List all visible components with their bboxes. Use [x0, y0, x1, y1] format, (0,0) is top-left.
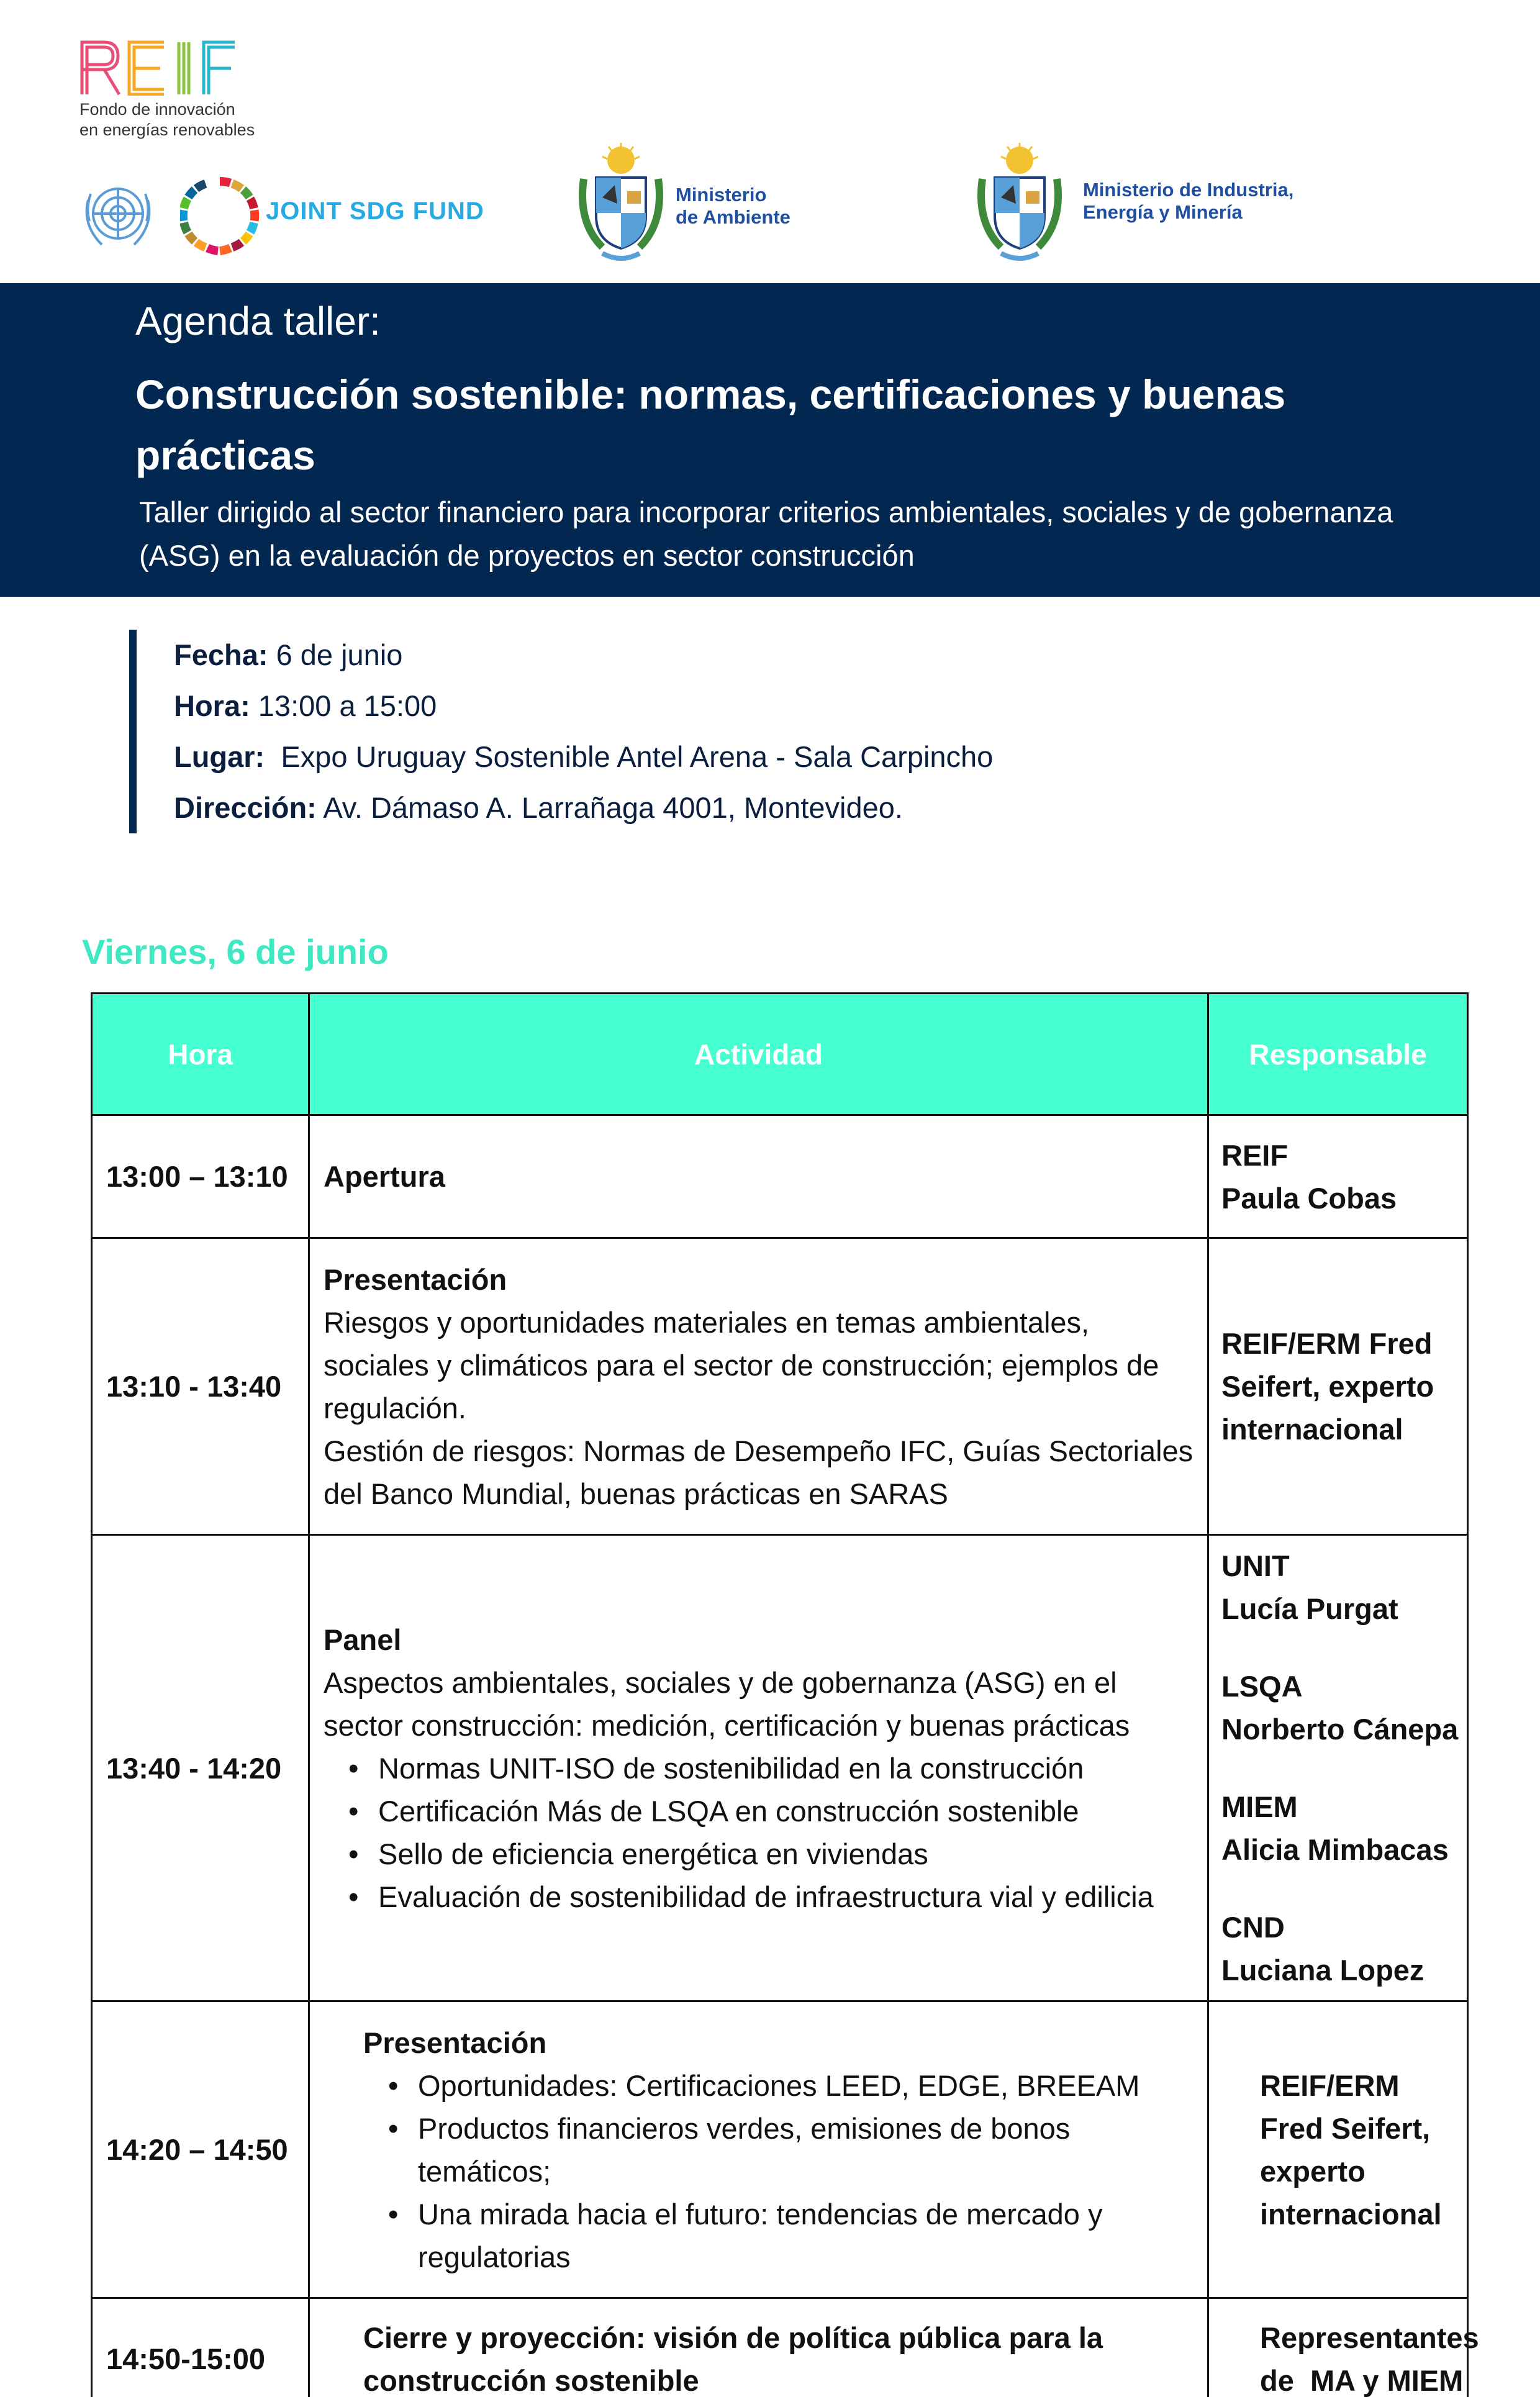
list-item: • Productos financieros verdes, emisiones de bonos temáticos; [388, 2107, 1195, 2193]
row-time: 13:40 - 14:20 [92, 1535, 309, 2001]
info-lugar-value: Expo Uruguay Sostenible Antel Arena - Sala Carpincho [281, 740, 994, 773]
row-responsible [1208, 2001, 1468, 2298]
event-info [129, 630, 993, 833]
responsible-org: LSQA [1221, 1670, 1303, 1703]
ministerio-ambiente-line-1: Ministerio [676, 184, 767, 206]
info-hora [174, 681, 993, 732]
activity-bullets [388, 2064, 1195, 2278]
header-hora: Hora [92, 994, 309, 1115]
joint-sdg-fund-label: JOINT SDG FUND [266, 197, 484, 225]
responsible-org: REIF [1221, 1138, 1289, 1172]
responsible-line: de MA y MIEM [1260, 2363, 1464, 2397]
table-header-row [92, 994, 1468, 1115]
responsible-line: internacional [1260, 2197, 1442, 2231]
table-row [92, 1535, 1468, 2001]
table-row [92, 1238, 1468, 1535]
miem-label [1083, 179, 1293, 224]
responsible-person: Lucía Purgat [1221, 1592, 1398, 1625]
info-direccion [174, 782, 993, 833]
responsible-block [1221, 1544, 1459, 1630]
day-heading: Viernes, 6 de junio [82, 932, 389, 971]
responsible-org: MIEM [1221, 1790, 1298, 1823]
responsible-person: Luciana Lopez [1221, 1954, 1424, 1987]
info-direccion-value: Av. Dámaso A. Larrañaga 4001, Montevideo. [323, 791, 903, 824]
ministerio-ambiente-label [676, 184, 790, 229]
activity-title: Presentación [324, 1262, 507, 1296]
activity-bullets [348, 1747, 1195, 1918]
row-activity [309, 1115, 1208, 1238]
sdg-wheel-icon [180, 176, 260, 256]
info-fecha [174, 630, 993, 681]
row-responsible [1208, 1115, 1468, 1238]
activity-title: Panel [324, 1623, 402, 1656]
row-time: 14:20 – 14:50 [92, 2001, 309, 2298]
activity-title: Apertura [324, 1160, 445, 1193]
info-hora-label: Hora: [174, 689, 250, 722]
responsible-block [1221, 1785, 1459, 1871]
info-fecha-label: Fecha: [174, 638, 268, 671]
row-activity [309, 2001, 1208, 2298]
row-activity [309, 1238, 1208, 1535]
activity-title: Presentación [363, 2026, 547, 2059]
table-row [92, 2298, 1468, 2397]
page-title: Construcción sostenible: normas, certificaciones y buenas prácticas [135, 371, 1286, 478]
responsible-line: REIF/ERM [1260, 2068, 1400, 2102]
responsible-line: Representantes [1260, 2321, 1479, 2354]
responsible-person: Norberto Cánepa [1221, 1713, 1459, 1746]
banner-description: Taller dirigido al sector financiero para incorporar criterios ambientales, sociales y de gobernanza (ASG) en la evaluación de proyectos en sector construcción [139, 496, 1393, 572]
list-item: • Oportunidades: Certificaciones LEED, EDGE, BREEAM [388, 2064, 1195, 2107]
activity-title: Cierre y proyección: visión de política pública para la construcción sostenible [363, 2321, 1103, 2397]
reif-logo [79, 39, 278, 140]
banner-kicker: Agenda taller: [135, 299, 381, 343]
responsible-org: UNIT [1221, 1549, 1290, 1582]
list-item: • Evaluación de sostenibilidad de infraestructura vial y edilicia [348, 1875, 1195, 1918]
reif-subtitle [79, 99, 278, 140]
list-item: • Una mirada hacia el futuro: tendencias de mercado y regulatorias [388, 2193, 1195, 2278]
activity-text: Gestión de riesgos: Normas de Desempeño IFC, Guías Sectoriales del Banco Mundial, buenas prácticas en SARAS [324, 1434, 1194, 1510]
reif-subtitle-line-1: Fondo de innovación [79, 100, 235, 119]
miem-line-1: Ministerio de Industria, [1083, 179, 1294, 201]
table-row [92, 1115, 1468, 1238]
table-row [92, 2001, 1468, 2298]
responsible-person: Alicia Mimbacas [1221, 1833, 1449, 1866]
activity-text: Riesgos y oportunidades materiales en temas ambientales, sociales y climáticos para el sector de construcción; ejemplos de regulación. [324, 1305, 1159, 1425]
un-emblem-icon [77, 175, 159, 257]
ministerio-ambiente-line-2: de Ambiente [676, 206, 790, 228]
uruguay-coat-of-arms-icon [964, 142, 1076, 266]
info-fecha-value: 6 de junio [276, 638, 403, 671]
responsible-org: CND [1221, 1911, 1285, 1944]
row-activity [309, 1535, 1208, 2001]
responsible-person: Paula Cobas [1221, 1181, 1397, 1215]
row-activity [309, 2298, 1208, 2397]
list-item: • Sello de eficiencia energética en viviendas [348, 1833, 1195, 1875]
responsible-block [1221, 1906, 1459, 1991]
row-time: 14:50-15:00 [92, 2298, 309, 2397]
row-responsible [1208, 1535, 1468, 2001]
info-direccion-label: Dirección: [174, 791, 317, 824]
row-responsible: REIF/ERM Fred Seifert, experto internacional [1208, 1238, 1468, 1535]
row-responsible [1208, 2298, 1479, 2397]
info-hora-value: 13:00 a 15:00 [258, 689, 437, 722]
agenda-table [91, 992, 1479, 2397]
header-actividad: Actividad [309, 994, 1208, 1115]
list-item: • Normas UNIT-ISO de sostenibilidad en la construcción [348, 1747, 1195, 1790]
reif-subtitle-line-2: en energías renovables [79, 120, 255, 139]
miem-line-2: Energía y Minería [1083, 201, 1243, 223]
row-time: 13:10 - 13:40 [92, 1238, 309, 1535]
responsible-line: Fred Seifert, [1260, 2111, 1431, 2145]
activity-text: Aspectos ambientales, sociales y de gobernanza (ASG) en el sector construcción: medición, certificación y buenas prácticas [324, 1665, 1130, 1742]
reif-wordmark [79, 39, 266, 96]
list-item: • Certificación Más de LSQA en construcción sostenible [348, 1790, 1195, 1833]
header-responsable: Responsable [1208, 994, 1468, 1115]
info-lugar-label: Lugar: [174, 740, 265, 773]
responsible-line: experto [1260, 2154, 1366, 2188]
title-banner [0, 283, 1540, 597]
row-time: 13:00 – 13:10 [92, 1115, 309, 1238]
uruguay-coat-of-arms-icon [565, 142, 677, 266]
responsible-block [1221, 1665, 1459, 1751]
info-lugar [174, 732, 993, 782]
